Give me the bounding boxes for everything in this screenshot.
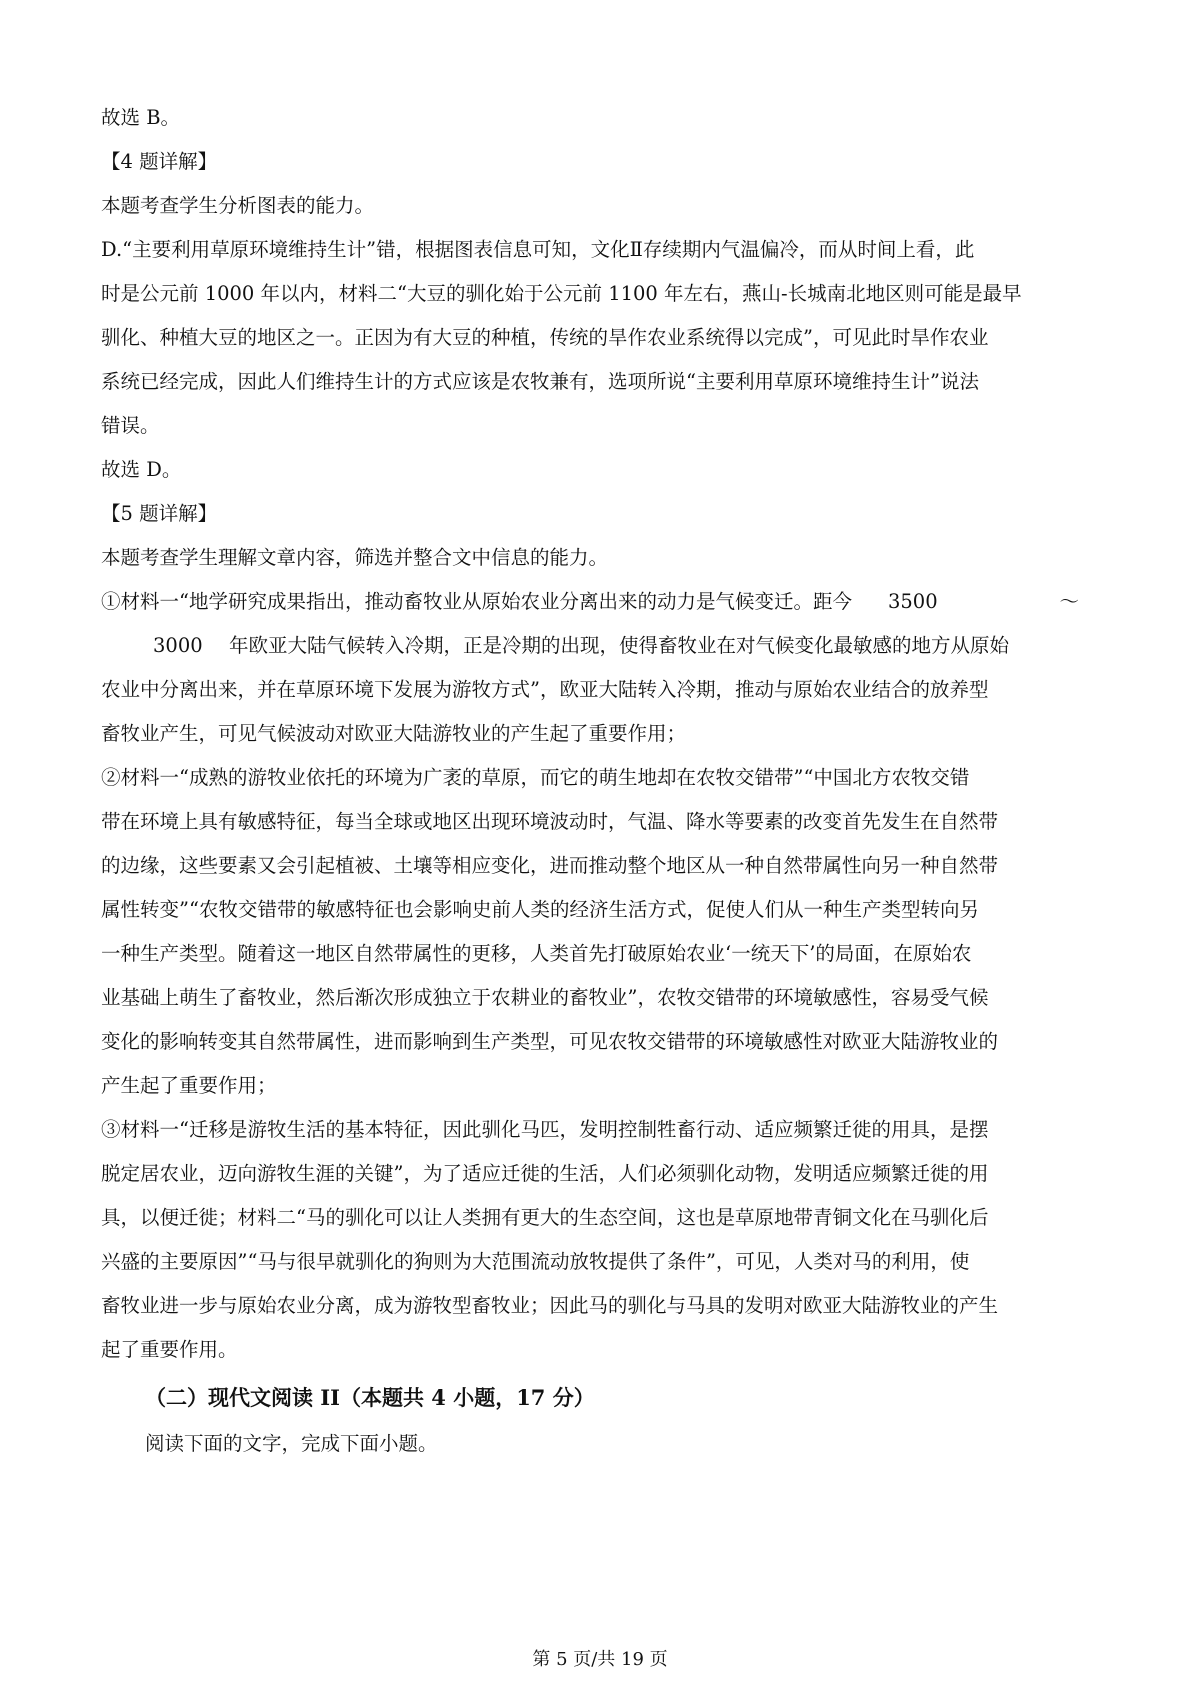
q5-p1-second-line	[101, 624, 1101, 668]
q5-p1-first-line	[101, 580, 1101, 624]
q5-p2-line: ②材料一“成熟的游牧业依托的环境为广袤的草原，而它的萌生地却在农牧交错带”“中国北方农牧交错	[101, 766, 970, 789]
q5-p2-line: 变化的影响转变其自然带属性，进而影响到生产类型，可见农牧交错带的环境敏感性对欧亚大陆游牧业的	[101, 1030, 999, 1053]
q4-body-line: 错误。	[101, 414, 160, 437]
q4-header: 【4 题详解】	[101, 150, 218, 173]
q4-body-line: 系统已经完成，因此人们维持生计的方式应该是农牧兼有，选项所说“主要利用草原环境维持生计”说法	[101, 370, 979, 393]
q5-point-1	[101, 580, 1101, 756]
q5-header: 【5 题详解】	[101, 502, 218, 525]
q5-p2-line: 一种生产类型。随着这一地区自然带属性的更移，人类首先打破原始农业‘一统天下’的局面，在原始农	[101, 942, 972, 965]
q5-p2-line: 产生起了重要作用；	[101, 1074, 277, 1097]
section-title: （二）现代文阅读 II（本题共 4 小题，17 分）	[145, 1385, 595, 1410]
q5-p3-line: ③材料一“迁移是游牧生活的基本特征，因此驯化马匹，发明控制牲畜行动、适应频繁迁徙的用具，是摆	[101, 1118, 989, 1141]
q5-p1-number: 3000	[153, 634, 203, 657]
q5-p1-tilde: ～	[1059, 590, 1079, 613]
q4-answer: 故选 D。	[101, 458, 182, 481]
q4-body	[101, 228, 1101, 448]
q5-p1-text: ①材料一“地学研究成果指出，推动畜牧业从原始农业分离出来的动力是气候变迁。距今	[101, 590, 852, 613]
q5-p2-line: 带在环境上具有敏感特征，每当全球或地区出现环境波动时，气温、降水等要素的改变首先发生在自然带	[101, 810, 999, 833]
q5-point-2	[101, 756, 1101, 1108]
q4-body-line: 驯化、种植大豆的地区之一。正因为有大豆的种植，传统的旱作农业系统得以完成”，可见此时旱作农业	[101, 326, 989, 349]
q5-point-3	[101, 1108, 1101, 1372]
q5-p1-text: 年欧亚大陆气候转入冷期，正是冷期的出现，使得畜牧业在对气候变化最敏感的地方从原始	[229, 634, 1010, 657]
q5-p3-line: 具，以便迁徙；材料二“马的驯化可以让人类拥有更大的生态空间，这也是草原地带青铜文化在马驯化后	[101, 1206, 989, 1229]
q5-p1-number: 3500	[887, 590, 938, 613]
q3-answer: 故选 B。	[101, 106, 181, 129]
reading-instruction: 阅读下面的文字，完成下面小题。	[145, 1432, 438, 1455]
q5-p2-line: 属性转变”“农牧交错带的敏感特征也会影响史前人类的经济生活方式，促使人们从一种生产类型转向另	[101, 898, 979, 921]
q4-body-line: D.“主要利用草原环境维持生计”错，根据图表信息可知，文化Ⅱ存续期内气温偏冷，而从时间上看，此	[101, 238, 975, 261]
q5-p3-line: 起了重要作用。	[101, 1338, 238, 1361]
page-number: 第 5 页/共 19 页	[532, 1649, 668, 1670]
q4-intro: 本题考查学生分析图表的能力。	[101, 194, 375, 217]
q5-p1-line: 畜牧业产生，可见气候波动对欧亚大陆游牧业的产生起了重要作用；	[101, 722, 687, 745]
q5-p3-line: 兴盛的主要原因”“马与很早就驯化的狗则为大范围流动放牧提供了条件”，可见，人类对马的利用，使	[101, 1250, 970, 1273]
q5-p1-line: 农业中分离出来，并在草原环境下发展为游牧方式”，欧亚大陆转入冷期，推动与原始农业结合的放养型	[101, 678, 989, 701]
q5-p3-line: 脱定居农业，迈向游牧生涯的关键”，为了适应迁徙的生活，人们必须驯化动物，发明适应频繁迁徙的用	[101, 1162, 989, 1185]
q5-p3-line: 畜牧业进一步与原始农业分离，成为游牧型畜牧业；因此马的驯化与马具的发明对欧亚大陆游牧业的产生	[101, 1294, 999, 1317]
page-content	[101, 96, 1101, 1466]
q5-p2-line: 业基础上萌生了畜牧业，然后渐次形成独立于农耕业的畜牧业”，农牧交错带的环境敏感性，容易受气候	[101, 986, 989, 1009]
q4-body-line: 时是公元前 1000 年以内，材料二“大豆的驯化始于公元前 1100 年左右，燕山-长城南北地区则可能是最早	[101, 282, 1022, 305]
q5-intro: 本题考查学生理解文章内容，筛选并整合文中信息的能力。	[101, 546, 609, 569]
q5-p2-line: 的边缘，这些要素又会引起植被、土壤等相应变化，进而推动整个地区从一种自然带属性向另一种自然带	[101, 854, 999, 877]
